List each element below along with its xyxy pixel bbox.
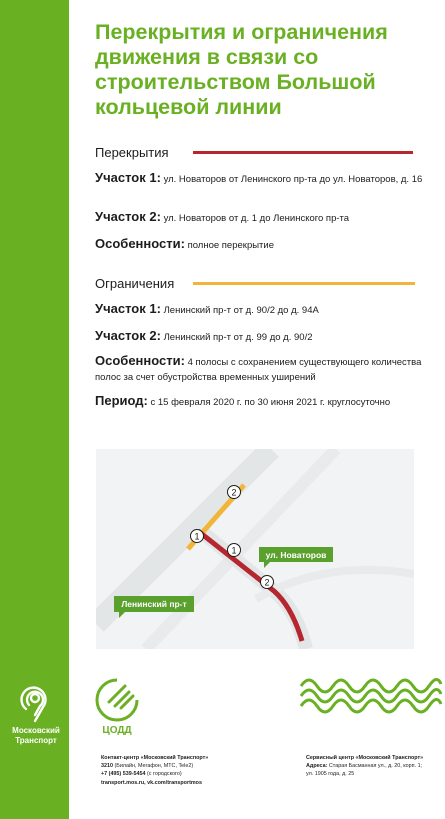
contact-center-operators: (Билайн, Мегафон, МТС, Tele2) bbox=[113, 763, 194, 770]
restriction-features bbox=[95, 353, 425, 385]
closure-1-value: ул. Новаторов от Ленинского пр-та до ул. Новаторов, д. 16 bbox=[163, 174, 423, 185]
service-center bbox=[306, 754, 445, 779]
marker-closure-2-label: 2 bbox=[264, 577, 270, 588]
closure-features-value: полное перекрытие bbox=[187, 240, 274, 251]
restriction-section-2 bbox=[95, 328, 425, 345]
closure-features-key: Особенности: bbox=[95, 236, 185, 251]
main-content bbox=[69, 0, 445, 819]
marker-restriction-1 bbox=[191, 530, 204, 543]
contact-center-title: Контакт-центр «Московский Транспорт» bbox=[101, 755, 209, 761]
service-center-address bbox=[306, 762, 445, 770]
contact-center-line1 bbox=[101, 762, 291, 770]
restriction-2-key: Участок 2: bbox=[95, 328, 161, 343]
closures-rule bbox=[193, 151, 413, 154]
restriction-section-1 bbox=[95, 301, 425, 318]
restriction-1-key: Участок 1: bbox=[95, 301, 161, 316]
restrictions-rule bbox=[193, 282, 415, 285]
marker-restriction-1-label: 1 bbox=[194, 531, 200, 542]
closure-section-1 bbox=[95, 170, 425, 187]
map bbox=[96, 449, 414, 649]
marker-restriction-2 bbox=[228, 486, 241, 499]
restriction-period bbox=[95, 393, 425, 410]
service-center-address-2: ул. 1905 года, д. 25 bbox=[306, 771, 355, 778]
restriction-2-value: Ленинский пр-т от д. 99 до д. 90/2 bbox=[163, 332, 313, 343]
codd-logo-icon bbox=[97, 680, 137, 720]
marker-closure-1 bbox=[228, 544, 241, 557]
sidebar bbox=[0, 0, 69, 819]
marker-closure-2 bbox=[261, 576, 274, 589]
contact-center-short-number: 3210 bbox=[101, 763, 113, 770]
restriction-features-key: Особенности: bbox=[95, 353, 185, 368]
logo-text bbox=[6, 726, 66, 745]
logo-text-line1: Московский bbox=[12, 726, 60, 735]
closure-1-key: Участок 1: bbox=[95, 170, 161, 185]
marker-closure-1-label: 1 bbox=[231, 545, 237, 556]
codd-label: ЦОДД bbox=[102, 725, 132, 736]
footer-logos bbox=[69, 672, 445, 742]
marker-restriction-2-label: 2 bbox=[231, 487, 237, 498]
logo-text-line2: Транспорт bbox=[15, 735, 57, 745]
restriction-features-value: 4 полосы с сохранением существующего количества полос за счет обустройства временных уширений bbox=[95, 357, 422, 383]
service-center-address-label: Адреса: bbox=[306, 763, 328, 770]
contact-center-phone-note: (с городского) bbox=[145, 771, 182, 778]
closure-section-2 bbox=[95, 209, 425, 226]
restrictions-heading: Ограничения bbox=[95, 276, 175, 291]
closures-heading: Перекрытия bbox=[95, 145, 169, 160]
service-center-address-1: Старая Басманная ул., д. 20, корп. 1; bbox=[327, 763, 423, 770]
contact-center bbox=[101, 754, 291, 787]
closure-2-value: ул. Новаторов от д. 1 до Ленинского пр-та bbox=[163, 213, 350, 224]
label-novatorov-text: ул. Новаторов bbox=[265, 550, 327, 560]
contact-center-line2 bbox=[101, 770, 291, 778]
contact-center-phone: +7 (495) 539-5454 bbox=[101, 771, 146, 778]
restriction-1-value: Ленинский пр-т от д. 90/2 до д. 94А bbox=[163, 305, 319, 316]
page-title: Перекрытия и ограничения движения в связи со строительством Большой кольцевой линии bbox=[95, 20, 388, 119]
moscow-transport-logo-icon bbox=[12, 683, 58, 723]
service-center-title: Сервисный центр «Московский Транспорт» bbox=[306, 755, 424, 761]
period-value: с 15 февраля 2020 г. по 30 июня 2021 г. круглосуточно bbox=[150, 397, 391, 408]
closure-2-key: Участок 2: bbox=[95, 209, 161, 224]
closure-features bbox=[95, 236, 425, 253]
period-key: Период: bbox=[95, 393, 148, 408]
contact-center-links[interactable]: transport.mos.ru, vk.com/transportmos bbox=[101, 779, 202, 786]
label-leninsky-text: Ленинский пр-т bbox=[121, 599, 187, 609]
wave-pattern-icon bbox=[301, 679, 441, 712]
